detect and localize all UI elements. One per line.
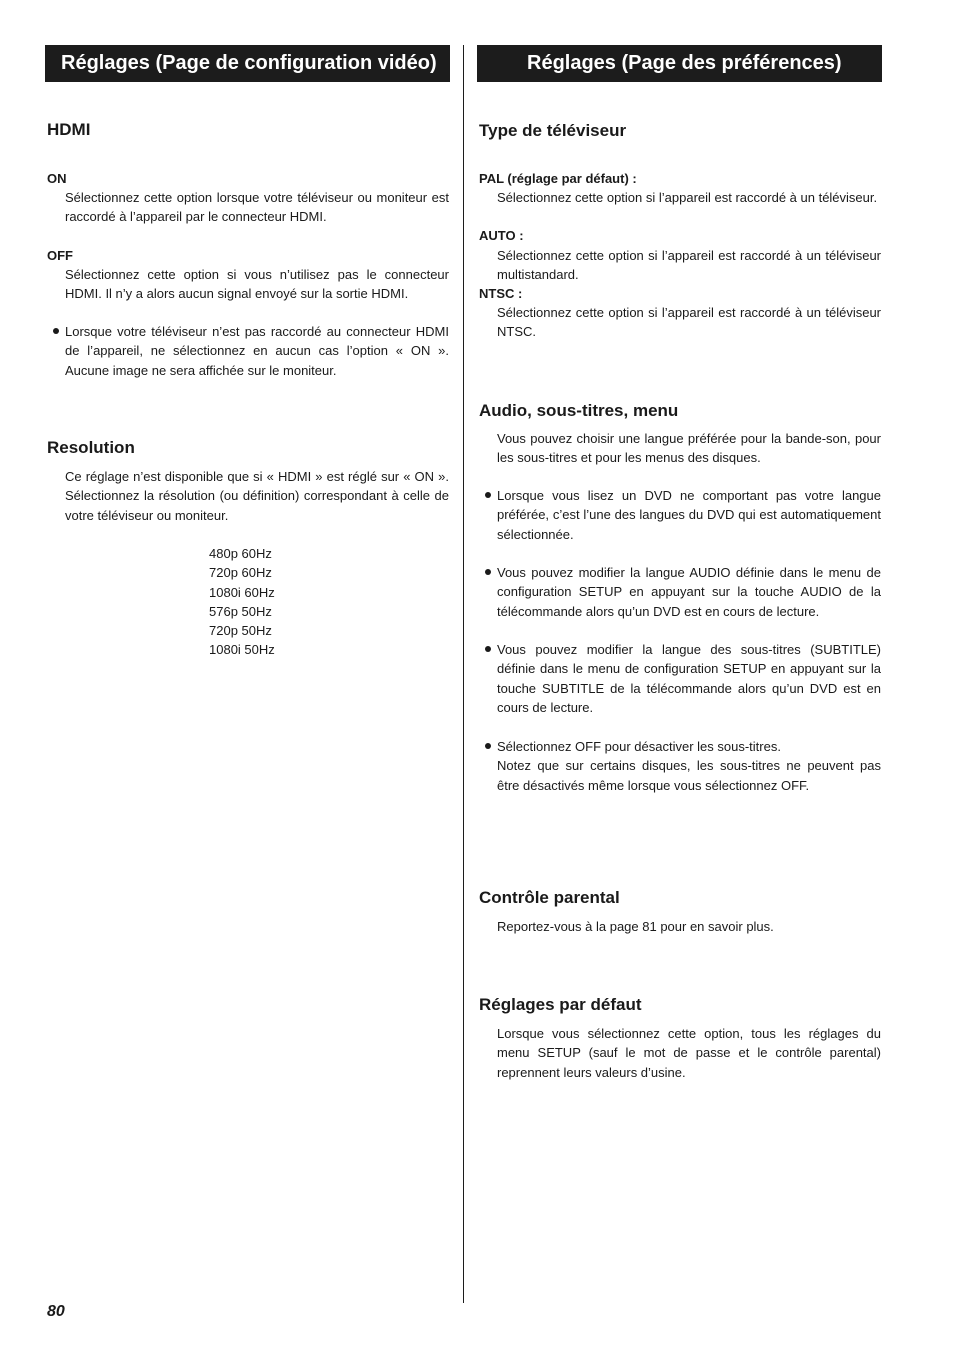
audio-intro: Vous pouvez choisir une langue préférée pour la bande-son, pour les sous-titres et pour les menus des disques. — [497, 431, 881, 466]
defaults-heading: Réglages par défaut — [479, 995, 642, 1014]
video-setup-banner: Réglages (Page de configuration vidéo) — [45, 45, 450, 82]
column-divider — [463, 45, 464, 1303]
page-number: 80 — [47, 1303, 65, 1320]
hdmi-off-label: OFF — [47, 248, 73, 263]
ntsc-text: Sélectionnez cette option si l’appareil est raccordé à un téléviseur NTSC. — [497, 305, 881, 340]
audio-bullet-text: Vous pouvez modifier la langue AUDIO définie dans le menu de configuration SETUP en appuyant sur la touche AUDIO de la télécommande alors qu’un DVD est en cours de lecture. — [497, 565, 881, 619]
ntsc-label: NTSC : — [479, 286, 523, 301]
tv-type-heading: Type de téléviseur — [479, 121, 627, 140]
resolution-option: 576p 50Hz — [209, 603, 272, 619]
pal-text: Sélectionnez cette option si l’appareil est raccordé à un téléviseur. — [497, 190, 878, 205]
preferences-banner: Réglages (Page des préférences) — [477, 45, 882, 82]
audio-bullet-text: Sélectionnez OFF pour désactiver les sous-titres. — [497, 739, 781, 754]
audio-heading: Audio, sous-titres, menu — [479, 401, 679, 420]
auto-text: Sélectionnez cette option si l’appareil est raccordé à un téléviseur multistandard. — [497, 248, 881, 283]
audio-bullet — [497, 640, 881, 717]
resolution-option: 1080i 50Hz — [209, 642, 275, 658]
audio-bullet-text: Lorsque vous lisez un DVD ne comportant pas votre langue préférée, c’est l’une des langues du DVD qui est automatiquement sélectionnée. — [497, 488, 881, 542]
bullet-icon — [485, 646, 491, 652]
hdmi-note-text: Lorsque votre téléviseur n’est pas raccordé au connecteur HDMI de l’appareil, ne sélectionnez en aucun cas l’option « ON ». Aucune image ne sera affichée sur le moniteur. — [65, 324, 449, 378]
resolution-option: 720p 60Hz — [209, 565, 272, 581]
resolution-option: 1080i 60Hz — [209, 584, 275, 600]
parental-text: Reportez-vous à la page 81 pour en savoir plus. — [497, 919, 774, 934]
audio-bullet — [497, 486, 881, 544]
hdmi-heading: HDMI — [47, 120, 91, 139]
pal-label: PAL (réglage par défaut) : — [479, 171, 637, 186]
auto-label: AUTO : — [479, 228, 524, 243]
bullet-icon — [53, 328, 59, 334]
hdmi-on-label: ON — [47, 171, 67, 186]
hdmi-note — [65, 322, 449, 380]
audio-bullet-text: Vous pouvez modifier la langue des sous-titres (SUBTITLE) définie dans le menu de configuration SETUP en appuyant sur la touche SUBTITLE de la télécommande alors qu’un DVD est en cours de lecture. — [497, 642, 881, 715]
bullet-icon — [485, 492, 491, 498]
resolution-option: 480p 60Hz — [209, 546, 272, 561]
audio-bullet-text: Notez que sur certains disques, les sous-titres ne peuvent pas être désactivés même lorsque vous sélectionnez OFF. — [497, 758, 881, 793]
resolution-heading: Resolution — [47, 438, 135, 457]
resolution-option: 720p 50Hz — [209, 623, 272, 639]
audio-bullet — [497, 737, 881, 795]
parental-heading: Contrôle parental — [479, 888, 620, 907]
bullet-icon — [485, 743, 491, 749]
hdmi-on-text: Sélectionnez cette option lorsque votre téléviseur ou moniteur est raccordé à l’appareil par le connecteur HDMI. — [65, 190, 449, 225]
resolution-options — [209, 544, 275, 660]
bullet-icon — [485, 569, 491, 575]
audio-bullet — [497, 563, 881, 621]
resolution-text: Ce réglage n’est disponible que si « HDMI » est réglé sur « ON ». Sélectionnez la résolution (ou définition) correspondant à celle de votre téléviseur ou moniteur. — [65, 469, 449, 523]
defaults-text: Lorsque vous sélectionnez cette option, tous les réglages du menu SETUP (sauf le mot de passe et le contrôle parental) reprennent leurs valeurs d’usine. — [497, 1026, 881, 1080]
hdmi-off-text: Sélectionnez cette option si vous n’utilisez pas le connecteur HDMI. Il n’y a alors aucun signal envoyé sur la sortie HDMI. — [65, 267, 449, 302]
